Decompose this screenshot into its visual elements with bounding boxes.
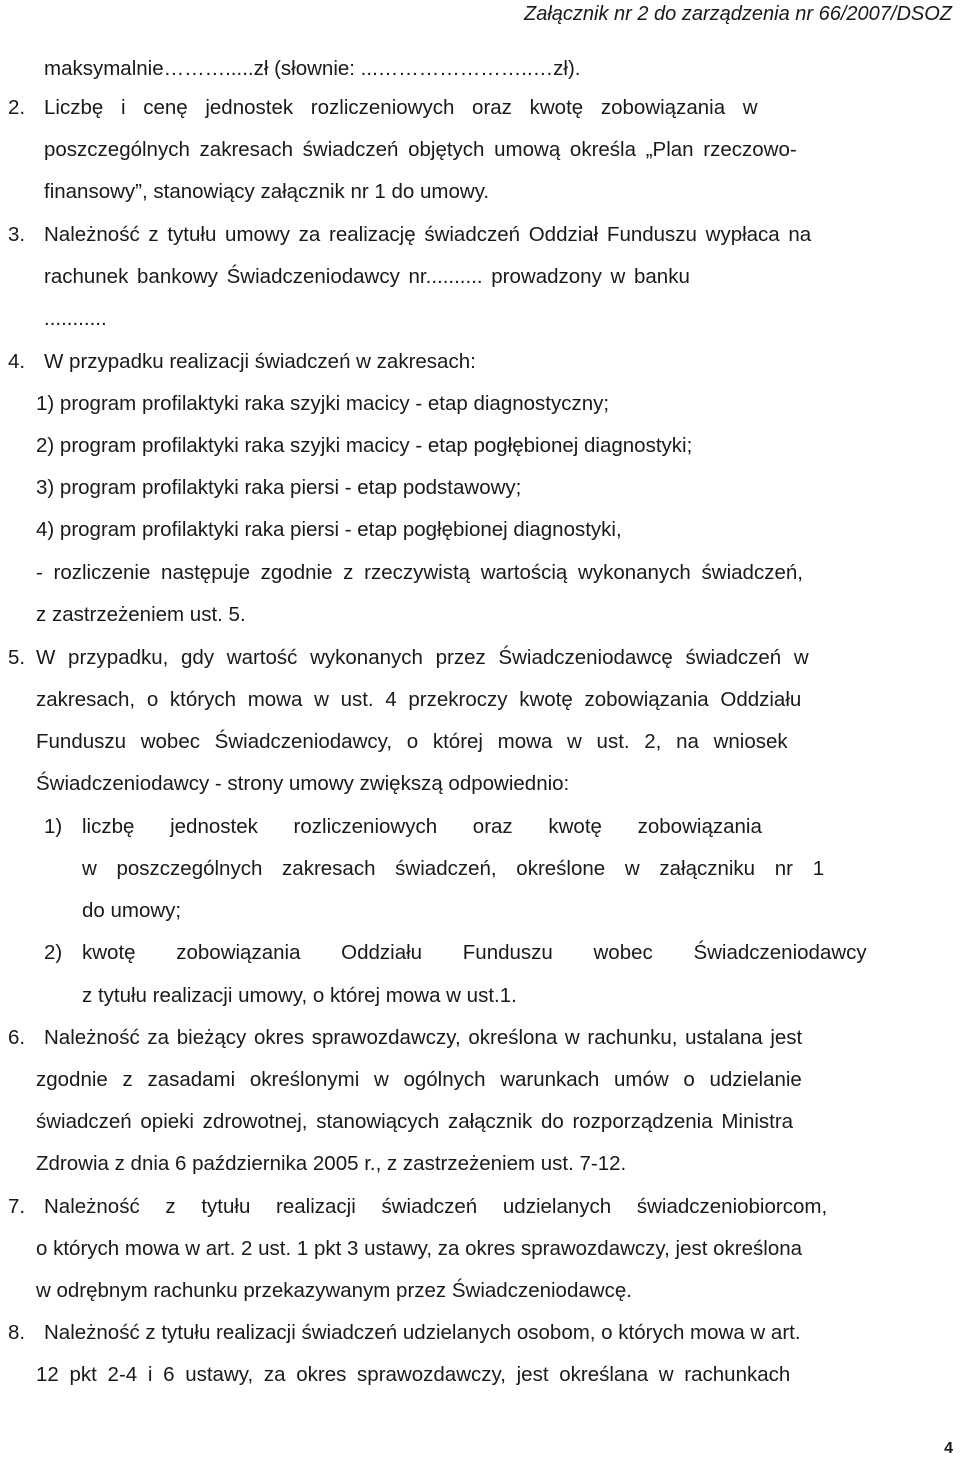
page-number: 4 [944,1440,953,1457]
text-line: Zdrowia z dnia 6 października 2005 r., z zastrzeżeniem ust. 7-12. [36,1152,627,1175]
text-line: rachunek bankowy Świadczeniodawcy nr.......... prowadzony w banku [44,265,690,288]
text-line: maksymalnie……….....zł (słownie: ...…………………..…zł). [44,57,581,80]
item-number-6: 6. [8,1026,26,1049]
text-line: zakresach, o których mowa w ust. 4 przekroczy kwotę zobowiązania Oddziału [36,688,802,711]
text-line: o których mowa w art. 2 ust. 1 pkt 3 ustawy, za okres sprawozdawczy, jest określona [36,1237,803,1260]
text-line: Należność za bieżący okres sprawozdawczy, określona w rachunku, ustalana jest [44,1026,803,1049]
list-item: 1) program profilaktyki raka szyjki macicy - etap diagnostyczny; [36,392,610,415]
text-line: W przypadku realizacji świadczeń w zakresach: [44,350,476,373]
item-number-3: 3. [8,223,26,246]
list-item: 3) program profilaktyki raka piersi - etap podstawowy; [36,476,522,499]
list-item: kwotę zobowiązania Oddziału Funduszu wobec Świadczeniodawcy [82,941,867,964]
item-number-7: 7. [8,1195,26,1218]
text-line: zgodnie z zasadami określonymi w ogólnych warunkach umów o udzielanie [36,1068,802,1091]
text-line: ........... [44,307,107,330]
text-line: W przypadku, gdy wartość wykonanych przez Świadczeniodawcę świadczeń w [36,646,809,669]
text-line: - rozliczenie następuje zgodnie z rzeczywistą wartością wykonanych świadczeń, [36,561,803,584]
list-number: 2) [44,941,63,964]
text-line: Liczbę i cenę jednostek rozliczeniowych oraz kwotę zobowiązania w [44,96,758,119]
text-line: poszczególnych zakresach świadczeń objętych umową określa „Plan rzeczowo- [44,138,797,161]
text-line-justified [44,96,942,120]
text-line: Należność z tytułu realizacji świadczeń udzielanych osobom, o których mowa w art. [44,1321,801,1344]
list-item: z tytułu realizacji umowy, o której mowa w ust.1. [82,984,517,1007]
text-line: w odrębnym rachunku przekazywanym przez Świadczeniodawcę. [36,1279,632,1302]
document-header: Załącznik nr 2 do zarządzenia nr 66/2007/DSOZ [524,3,952,25]
item-number-5: 5. [8,646,26,669]
item-number-2: 2. [8,96,26,119]
text-line: świadczeń opieki zdrowotnej, stanowiących załącznik do rozporządzenia Ministra [36,1110,794,1133]
text-line: 12 pkt 2-4 i 6 ustawy, za okres sprawozdawczy, jest określana w rachunkach [36,1363,791,1386]
list-item: do umowy; [82,899,182,922]
text-line: Świadczeniodawcy - strony umowy zwiększą odpowiednio: [36,772,570,795]
text-line: Należność z tytułu realizacji świadczeń udzielanych świadczeniobiorcom, [44,1195,828,1218]
list-item: w poszczególnych zakresach świadczeń, określone w załączniku nr 1 [82,857,825,880]
list-item: 4) program profilaktyki raka piersi - etap pogłębionej diagnostyki, [36,518,622,541]
text-line: Funduszu wobec Świadczeniodawcy, o której mowa w ust. 2, na wniosek [36,730,788,753]
list-item: 2) program profilaktyki raka szyjki macicy - etap pogłębionej diagnostyki; [36,434,693,457]
item-number-4: 4. [8,350,26,373]
text-line: Należność z tytułu umowy za realizację świadczeń Oddział Funduszu wypłaca na [44,223,812,246]
list-item: liczbę jednostek rozliczeniowych oraz kwotę zobowiązania [82,815,762,838]
text-line: finansowy”, stanowiący załącznik nr 1 do umowy. [44,180,490,203]
text-line: z zastrzeżeniem ust. 5. [36,603,246,626]
list-number: 1) [44,815,63,838]
item-number-8: 8. [8,1321,26,1344]
